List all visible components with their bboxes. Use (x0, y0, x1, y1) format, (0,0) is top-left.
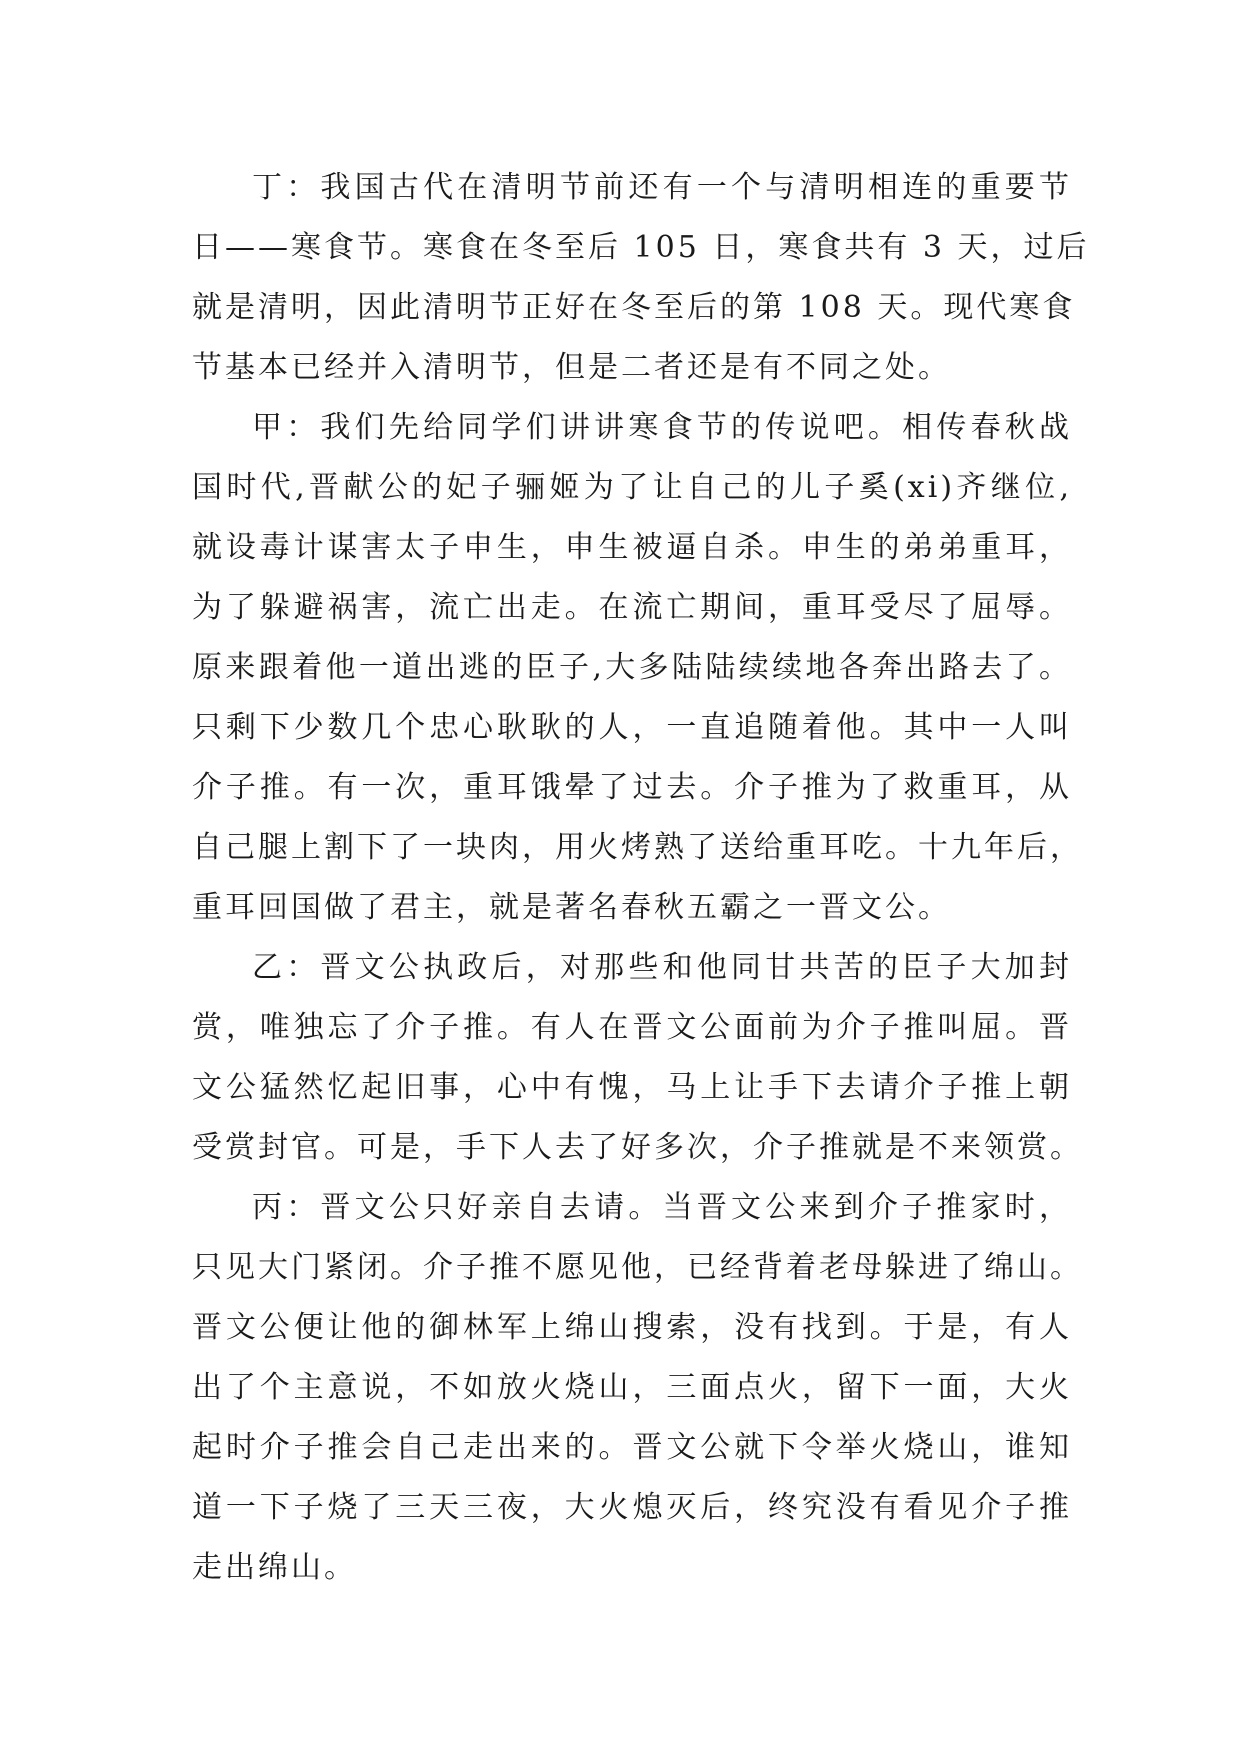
text-line: 自己腿上割下了一块肉，用火烤熟了送给重耳吃。十九年后， (192, 830, 1083, 865)
text-line: 乙：晋文公执政后，对那些和他同甘共苦的臣子大加封 (252, 950, 1072, 985)
text-line: 文公猛然忆起旧事，心中有愧，马上让手下去请介子推上朝 (192, 1070, 1072, 1105)
text-line: 就设毒计谋害太子申生，申生被逼自杀。申生的弟弟重耳， (192, 530, 1072, 565)
text-line: 原来跟着他一道出逃的臣子,大多陆陆续续地各奔出路去了。 (192, 650, 1072, 685)
text-line: 丙：晋文公只好亲自去请。当晋文公来到介子推家时， (252, 1190, 1072, 1225)
text-line: 只见大门紧闭。介子推不愿见他，已经背着老母躲进了绵山。 (192, 1250, 1083, 1285)
paragraph-jia (192, 398, 1083, 938)
text-line: 道一下子烧了三天三夜，大火熄灭后，终究没有看见介子推 (192, 1490, 1072, 1525)
text-line: 甲：我们先给同学们讲讲寒食节的传说吧。相传春秋战 (252, 410, 1072, 445)
text-line: 重耳回国做了君主，就是著名春秋五霸之一晋文公。 (192, 890, 951, 925)
text-line: 走出绵山。 (192, 1550, 357, 1585)
text-line: 节基本已经并入清明节，但是二者还是有不同之处。 (192, 350, 951, 385)
text-line: 丁：我国古代在清明节前还有一个与清明相连的重要节 (252, 170, 1072, 205)
text-line: 为了躲避祸害，流亡出走。在流亡期间，重耳受尽了屈辱。 (192, 590, 1072, 625)
document-body (192, 158, 1090, 1598)
text-line: 受赏封官。可是，手下人去了好多次，介子推就是不来领赏。 (192, 1130, 1083, 1165)
text-line: 国时代,晋献公的妃子骊姬为了让自己的儿子奚(xi)齐继位, (192, 470, 1072, 505)
paragraph-ding (192, 158, 1090, 398)
text-line: 只剩下少数几个忠心耿耿的人，一直追随着他。其中一人叫 (192, 710, 1072, 745)
text-line: 晋文公便让他的御林军上绵山搜索，没有找到。于是，有人 (192, 1310, 1072, 1345)
text-line: 就是清明，因此清明节正好在冬至后的第 108 天。现代寒食 (192, 290, 1076, 325)
paragraph-yi (192, 938, 1083, 1178)
text-line: 日——寒食节。寒食在冬至后 105 日，寒食共有 3 天，过后 (192, 230, 1090, 265)
text-line: 介子推。有一次，重耳饿晕了过去。介子推为了救重耳，从 (192, 770, 1072, 805)
text-line: 赏，唯独忘了介子推。有人在晋文公面前为介子推叫屈。晋 (192, 1010, 1072, 1045)
text-line: 起时介子推会自己走出来的。晋文公就下令举火烧山，谁知 (192, 1430, 1072, 1465)
paragraph-bing (192, 1178, 1083, 1598)
text-line: 出了个主意说，不如放火烧山，三面点火，留下一面，大火 (192, 1370, 1072, 1405)
